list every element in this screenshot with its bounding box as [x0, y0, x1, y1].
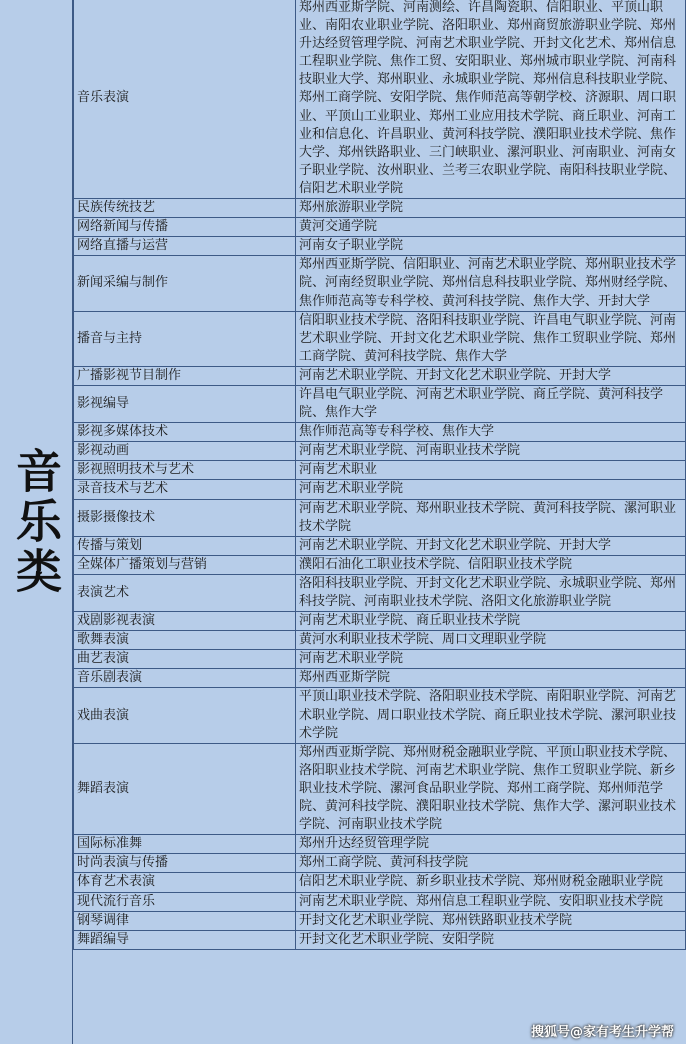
school-list: 郑州西亚斯学院、郑州财税金融职业学院、平顶山职业技术学院、洛阳职业技术学院、河南艺术职业学院、焦作工贸职业学院、新乡职业技术学院、漯河食品职业学院、郑州工商学院、郑州师范学院、黄河科技学院、濮阳职业技术学院、焦作大学、漯河职业技术学院、河南职业技术学院 — [296, 743, 686, 834]
table-row — [74, 612, 686, 631]
school-list: 河南艺术职业学院 — [296, 480, 686, 499]
table-row — [74, 423, 686, 442]
table-row — [74, 743, 686, 834]
major-name: 影视编导 — [74, 385, 296, 422]
table-row — [74, 873, 686, 892]
table-row — [74, 835, 686, 854]
school-list: 平顶山职业技术学院、洛阳职业技术学院、南阳职业学院、河南艺术职业学院、周口职业技术学院、商丘职业技术学院、漯河职业技术学院 — [296, 688, 686, 743]
table-row — [74, 892, 686, 911]
school-list: 河南艺术职业 — [296, 461, 686, 480]
table-row — [74, 911, 686, 930]
table-row — [74, 237, 686, 256]
major-name: 钢琴调律 — [74, 911, 296, 930]
table-row — [74, 385, 686, 422]
major-name: 新闻采编与制作 — [74, 256, 296, 311]
school-list: 河南艺术职业学院、开封文化艺术职业学院、开封大学 — [296, 536, 686, 555]
school-list: 信阳艺术职业学院、新乡职业技术学院、郑州财税金融职业学院 — [296, 873, 686, 892]
major-name: 播音与主持 — [74, 311, 296, 366]
table-body — [74, 0, 686, 949]
school-list: 郑州西亚斯学院、河南测绘、许昌陶瓷职、信阳职业、平顶山职业、南阳农业职业学院、洛阳职业、郑州商贸旅游职业学院、郑州升达经贸管理学院、河南艺术职业学院、开封文化艺术、郑州信息工程职业学院、焦作工贸、安阳职业、郑州城市职业学院、河南科技职业大学、郑州职业、永城职业学院、郑州信息科技职业学院、郑州工商学院、安阳学院、焦作师范高等朝学校、济源职、周口职业、平顶山工业职业、郑州工业应用技术学院、商丘职业、河南工业和信息化、许昌职业、黄河科技学院、濮阳职业技术学院、焦作大学、郑州铁路职业、三门峡职业、漯河职业、河南职业、河南女子职业学院、汝州职业、兰考三农职业学院、南阳科技职业学院、信阳艺术职业学院 — [296, 0, 686, 199]
table-row — [74, 631, 686, 650]
table-row — [74, 311, 686, 366]
major-name: 音乐剧表演 — [74, 669, 296, 688]
school-list: 焦作师范高等专科学校、焦作大学 — [296, 423, 686, 442]
major-name: 影视动画 — [74, 442, 296, 461]
school-list: 信阳职业技术学院、洛阳科技职业学院、许昌电气职业学院、河南艺术职业学院、开封文化艺术职业学院、焦作工贸职业学院、郑州工商学院、黄河科技学院、焦作大学 — [296, 311, 686, 366]
major-name: 民族传统技艺 — [74, 199, 296, 218]
school-list: 河南艺术职业学院、河南职业技术学院 — [296, 442, 686, 461]
table-row — [74, 480, 686, 499]
table-row — [74, 199, 686, 218]
major-name: 音乐表演 — [74, 0, 296, 199]
school-list: 河南艺术职业学院 — [296, 650, 686, 669]
table-row — [74, 650, 686, 669]
school-list: 河南艺术职业学院、郑州信息工程职业学院、安阳职业技术学院 — [296, 892, 686, 911]
watermark: 搜狐号@家有考生升学帮 — [530, 1025, 674, 1040]
major-name: 影视多媒体技术 — [74, 423, 296, 442]
table-row — [74, 536, 686, 555]
school-list: 郑州西亚斯学院 — [296, 669, 686, 688]
major-name: 摄影摄像技术 — [74, 499, 296, 536]
table-row — [74, 688, 686, 743]
major-name: 歌舞表演 — [74, 631, 296, 650]
major-name: 戏曲表演 — [74, 688, 296, 743]
table-row — [74, 555, 686, 574]
school-list: 河南女子职业学院 — [296, 237, 686, 256]
major-name: 舞蹈编导 — [74, 930, 296, 949]
major-name: 网络直播与运营 — [74, 237, 296, 256]
major-school-table — [73, 0, 686, 950]
school-list: 郑州西亚斯学院、信阳职业、河南艺术职业学院、郑州职业技术学院、河南经贸职业学院、郑州信息科技职业学院、郑州财经学院、焦作师范高等专科学校、黄河科技学院、焦作大学、开封大学 — [296, 256, 686, 311]
school-list: 郑州工商学院、黄河科技学院 — [296, 854, 686, 873]
school-list: 濮阳石油化工职业技术学院、信阳职业技术学院 — [296, 555, 686, 574]
major-name: 录音技术与艺术 — [74, 480, 296, 499]
major-name: 网络新闻与传播 — [74, 218, 296, 237]
school-list: 洛阳科技职业学院、开封文化艺术职业学院、永城职业学院、郑州科技学院、河南职业技术学院、洛阳文化旅游职业学院 — [296, 574, 686, 611]
table-row — [74, 461, 686, 480]
major-name: 影视照明技术与艺术 — [74, 461, 296, 480]
major-name: 国际标准舞 — [74, 835, 296, 854]
school-list: 河南艺术职业学院、郑州职业技术学院、黄河科技学院、漯河职业技术学院 — [296, 499, 686, 536]
table-row — [74, 256, 686, 311]
school-list: 郑州旅游职业学院 — [296, 199, 686, 218]
school-list: 许昌电气职业学院、河南艺术职业学院、商丘学院、黄河科技学院、焦作大学 — [296, 385, 686, 422]
major-name: 全媒体广播策划与营销 — [74, 555, 296, 574]
table-row — [74, 669, 686, 688]
table-row — [74, 0, 686, 199]
school-list: 开封文化艺术职业学院、安阳学院 — [296, 930, 686, 949]
major-name: 广播影视节目制作 — [74, 366, 296, 385]
table-row — [74, 930, 686, 949]
major-name: 戏剧影视表演 — [74, 612, 296, 631]
major-name: 传播与策划 — [74, 536, 296, 555]
major-name: 舞蹈表演 — [74, 743, 296, 834]
major-name: 时尚表演与传播 — [74, 854, 296, 873]
category-label: 音乐类 — [9, 447, 63, 597]
school-list: 开封文化艺术职业学院、郑州铁路职业技术学院 — [296, 911, 686, 930]
major-name: 现代流行音乐 — [74, 892, 296, 911]
table-row — [74, 499, 686, 536]
major-name: 曲艺表演 — [74, 650, 296, 669]
school-list: 黄河交通学院 — [296, 218, 686, 237]
school-list: 黄河水利职业技术学院、周口文理职业学院 — [296, 631, 686, 650]
school-list: 河南艺术职业学院、商丘职业技术学院 — [296, 612, 686, 631]
school-list: 郑州升达经贸管理学院 — [296, 835, 686, 854]
table-row — [74, 574, 686, 611]
major-name: 体育艺术表演 — [74, 873, 296, 892]
school-list: 河南艺术职业学院、开封文化艺术职业学院、开封大学 — [296, 366, 686, 385]
table-row — [74, 366, 686, 385]
table-row — [74, 218, 686, 237]
category-cell — [0, 0, 73, 1044]
table-row — [74, 442, 686, 461]
table-row — [74, 854, 686, 873]
major-name: 表演艺术 — [74, 574, 296, 611]
